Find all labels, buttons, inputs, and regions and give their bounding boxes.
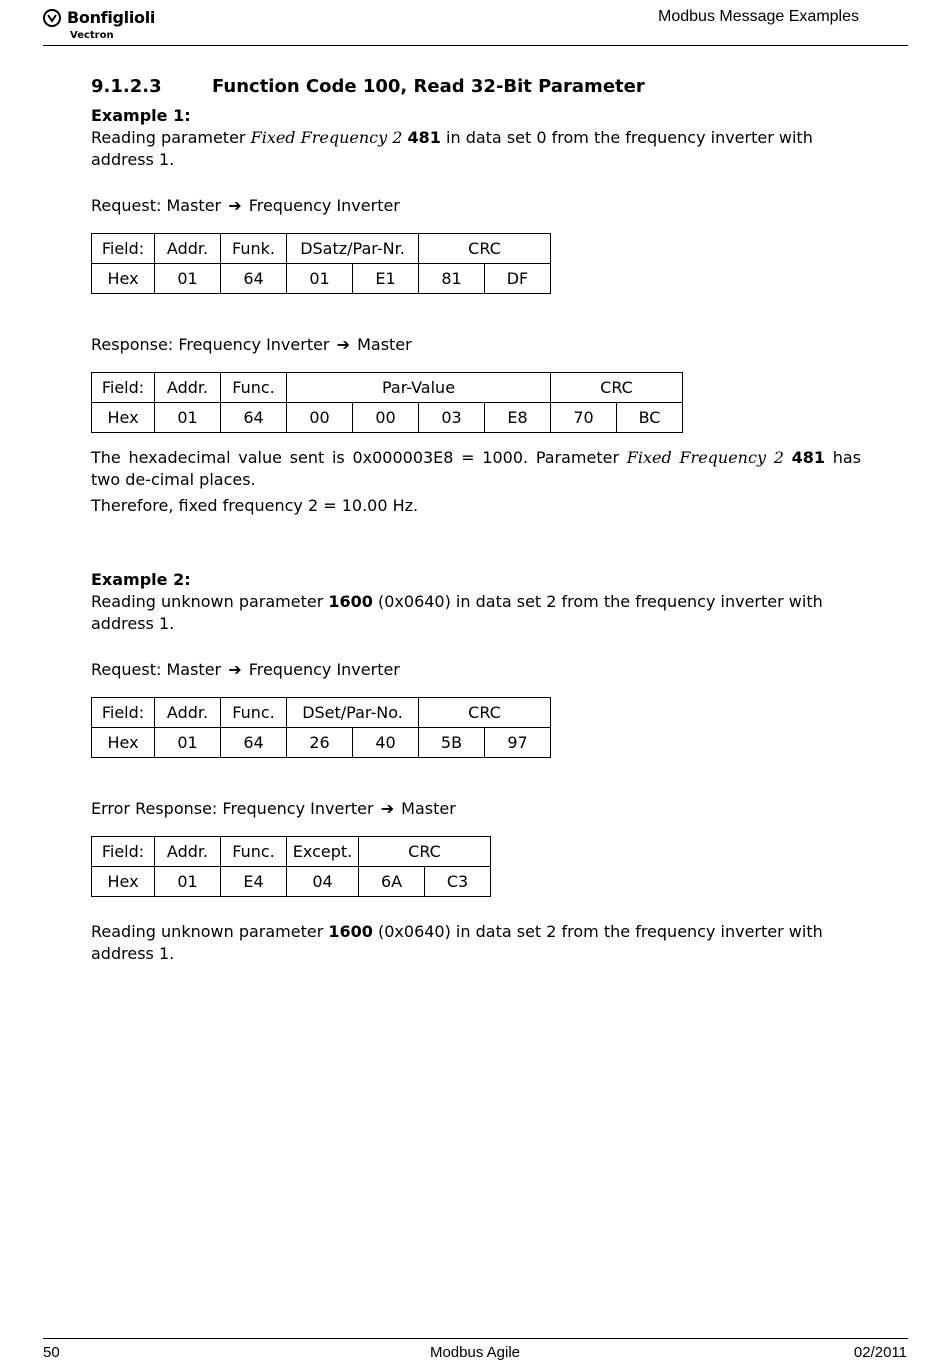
text-span: Master (352, 335, 412, 354)
example-2-title: Example 2: (91, 570, 191, 589)
header-section-title: Modbus Message Examples (658, 8, 859, 25)
table-cell: DSatz/Par-Nr. (287, 234, 419, 264)
table-cell: Field: (92, 234, 155, 264)
table-cell: Hex (92, 264, 155, 294)
table-cell: 00 (287, 403, 353, 433)
table-cell: 81 (419, 264, 485, 294)
example-1-request-label (91, 195, 861, 217)
parameter-name: Fixed Frequency 2 (250, 128, 403, 147)
example-1-response-label (91, 334, 861, 356)
section-title: Function Code 100, Read 32-Bit Parameter (212, 76, 645, 97)
section-number: 9.1.2.3 (91, 76, 162, 97)
example-2-error-label (91, 798, 861, 820)
text-span: Frequency Inverter (243, 660, 400, 679)
table-cell: 64 (221, 728, 287, 758)
bonfiglioli-logo-icon (43, 9, 61, 27)
table-cell: 64 (221, 264, 287, 294)
table-cell: CRC (419, 698, 551, 728)
table-cell: 01 (155, 264, 221, 294)
text-span: (0x0640) in data set 2 from the frequency inverter with address 1. (91, 922, 823, 963)
table-row (92, 837, 491, 867)
table-cell: Field: (92, 373, 155, 403)
table-cell: C3 (425, 867, 491, 897)
table-cell: Hex (92, 867, 155, 897)
bonfiglioli-logo (43, 8, 193, 44)
section-heading (91, 76, 861, 97)
example-2-request-label (91, 659, 861, 681)
example-2-error-table (91, 836, 491, 897)
table-cell: Addr. (155, 373, 221, 403)
footer-document-name: Modbus Agile (429, 1344, 521, 1361)
table-cell: Func. (221, 373, 287, 403)
example-1-title: Example 1: (91, 106, 191, 125)
table-cell: Addr. (155, 837, 221, 867)
logo-name: Bonfiglioli (67, 8, 156, 27)
arrow-right-icon: ➔ (336, 335, 350, 354)
logo-subtitle: Vectron (70, 30, 114, 41)
text-span: Frequency Inverter (243, 196, 400, 215)
table-cell: 64 (221, 403, 287, 433)
table-cell: Addr. (155, 234, 221, 264)
table-cell: DSet/Par-No. (287, 698, 419, 728)
footer-date: 02/2011 (853, 1344, 907, 1361)
example-1-request-table (91, 233, 551, 294)
table-row (92, 403, 683, 433)
table-cell: 01 (155, 728, 221, 758)
table-cell: E1 (353, 264, 419, 294)
text-span: in data set 0 from the frequency inverter with address 1. (91, 128, 813, 169)
text-span: Request: Master (91, 196, 227, 215)
text-span: Request: Master (91, 660, 227, 679)
table-cell: E4 (221, 867, 287, 897)
example-2-final-note (91, 921, 861, 965)
table-cell: 01 (155, 867, 221, 897)
text-span: Error Response: Frequency Inverter (91, 799, 379, 818)
table-cell: 70 (551, 403, 617, 433)
footer-divider (43, 1338, 908, 1339)
arrow-right-icon: ➔ (228, 660, 242, 679)
text-span: Reading parameter (91, 128, 251, 147)
table-cell: BC (617, 403, 683, 433)
table-row (92, 867, 491, 897)
table-cell: 01 (287, 264, 353, 294)
arrow-right-icon: ➔ (228, 196, 242, 215)
table-row (92, 698, 551, 728)
table-cell: 00 (353, 403, 419, 433)
table-cell: Func. (221, 837, 287, 867)
parameter-number: 1600 (328, 922, 373, 941)
page-number: 50 (43, 1344, 60, 1361)
example-1-note (91, 447, 861, 491)
text-span: Reading unknown parameter (91, 922, 329, 941)
text-span: Reading unknown parameter (91, 592, 329, 611)
table-cell: 97 (485, 728, 551, 758)
table-cell: 40 (353, 728, 419, 758)
arrow-right-icon: ➔ (380, 799, 395, 818)
table-row (92, 234, 551, 264)
table-cell: Except. (287, 837, 359, 867)
table-cell: 03 (419, 403, 485, 433)
table-cell: Field: (92, 698, 155, 728)
parameter-number: 481 (407, 128, 441, 147)
table-cell: Addr. (155, 698, 221, 728)
table-cell: CRC (359, 837, 491, 867)
text-span: (0x0640) in data set 2 from the frequency inverter with address 1. (91, 592, 823, 633)
table-cell: E8 (485, 403, 551, 433)
example-2-request-table (91, 697, 551, 758)
table-row (92, 373, 683, 403)
table-cell: 26 (287, 728, 353, 758)
header-divider (43, 45, 908, 46)
table-row (92, 264, 551, 294)
parameter-number: 1600 (328, 592, 373, 611)
table-cell: Funk. (221, 234, 287, 264)
table-row (92, 728, 551, 758)
page-content (91, 76, 861, 965)
table-cell: 04 (287, 867, 359, 897)
example-1-response-table (91, 372, 683, 433)
text-span: Response: Frequency Inverter (91, 335, 335, 354)
table-cell: Hex (92, 728, 155, 758)
table-cell: Par-Value (287, 373, 551, 403)
text-span: Master (396, 799, 456, 818)
table-cell: 5B (419, 728, 485, 758)
text-span: The hexadecimal value sent is 0x000003E8 = 1000. Parameter (91, 448, 627, 467)
table-cell: CRC (419, 234, 551, 264)
text-span: has two de-cimal places. (91, 448, 862, 489)
table-cell: Func. (221, 698, 287, 728)
example-1-conclusion: Therefore, fixed frequency 2 = 10.00 Hz. (91, 496, 419, 515)
table-cell: 01 (155, 403, 221, 433)
table-cell: Hex (92, 403, 155, 433)
table-cell: DF (485, 264, 551, 294)
parameter-name: Fixed Frequency 2 (626, 448, 784, 467)
table-cell: Field: (92, 837, 155, 867)
table-cell: CRC (551, 373, 683, 403)
example-2-description (91, 591, 861, 635)
parameter-number: 481 (791, 448, 826, 467)
table-cell: 6A (359, 867, 425, 897)
example-1-description (91, 127, 861, 171)
